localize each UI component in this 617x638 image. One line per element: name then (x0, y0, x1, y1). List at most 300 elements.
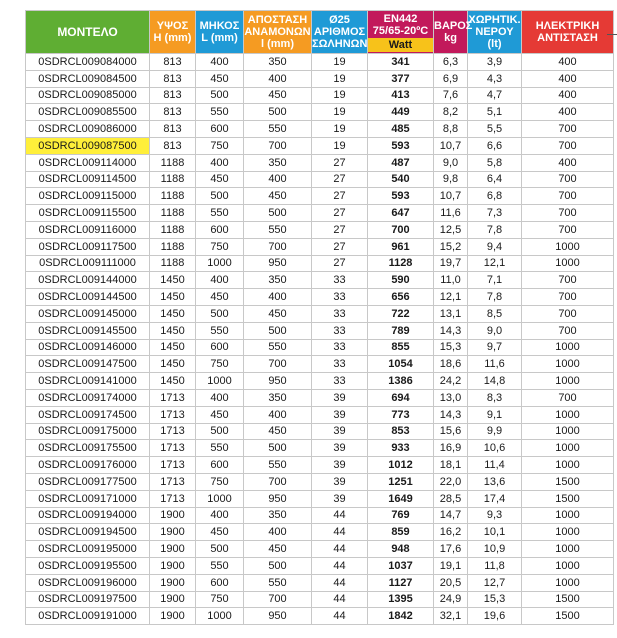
cell-heater: 1000 (522, 524, 614, 541)
table-row (26, 423, 614, 440)
cell-length: 750 (196, 473, 244, 490)
cell-spacing: 350 (244, 154, 312, 171)
cell-spacing: 450 (244, 87, 312, 104)
cell-length: 400 (196, 389, 244, 406)
cell-spacing: 450 (244, 541, 312, 558)
cell-model: 0SDRCL009084000 (26, 54, 150, 71)
cell-model: 0SDRCL009087500 (26, 137, 150, 154)
edge-line (607, 34, 617, 35)
cell-model: 0SDRCL009115000 (26, 188, 150, 205)
cell-length: 400 (196, 507, 244, 524)
cell-heater: 1000 (522, 356, 614, 373)
table-row (26, 154, 614, 171)
cell-model: 0SDRCL009174500 (26, 406, 150, 423)
cell-weight: 28,5 (434, 490, 468, 507)
cell-watt: 855 (368, 339, 434, 356)
cell-watt: 590 (368, 272, 434, 289)
cell-height: 813 (150, 121, 196, 138)
cell-heater: 1000 (522, 238, 614, 255)
cell-height: 1450 (150, 289, 196, 306)
cell-weight: 8,8 (434, 121, 468, 138)
cell-weight: 6,9 (434, 70, 468, 87)
cell-heater: 700 (522, 221, 614, 238)
cell-length: 600 (196, 121, 244, 138)
cell-heater: 1000 (522, 541, 614, 558)
cell-model: 0SDRCL009175500 (26, 440, 150, 457)
table-row (26, 272, 614, 289)
cell-spacing: 400 (244, 171, 312, 188)
cell-height: 1188 (150, 221, 196, 238)
cell-tubes: 19 (312, 137, 368, 154)
cell-tubes: 33 (312, 356, 368, 373)
cell-tubes: 44 (312, 507, 368, 524)
table-row (26, 54, 614, 71)
cell-height: 1900 (150, 524, 196, 541)
cell-tubes: 39 (312, 423, 368, 440)
cell-length: 500 (196, 87, 244, 104)
cell-spacing: 450 (244, 305, 312, 322)
cell-watt: 413 (368, 87, 434, 104)
cell-watt: 1395 (368, 591, 434, 608)
cell-length: 750 (196, 591, 244, 608)
cell-tubes: 44 (312, 524, 368, 541)
cell-model: 0SDRCL009177500 (26, 473, 150, 490)
cell-water: 9,3 (468, 507, 522, 524)
table-row (26, 255, 614, 272)
cell-weight: 19,1 (434, 557, 468, 574)
cell-heater: 400 (522, 70, 614, 87)
cell-length: 500 (196, 188, 244, 205)
cell-model: 0SDRCL009145500 (26, 322, 150, 339)
table-row (26, 322, 614, 339)
cell-model: 0SDRCL009085500 (26, 104, 150, 121)
cell-weight: 15,6 (434, 423, 468, 440)
cell-height: 1450 (150, 373, 196, 390)
cell-heater: 1000 (522, 574, 614, 591)
cell-tubes: 33 (312, 322, 368, 339)
cell-spacing: 450 (244, 188, 312, 205)
cell-tubes: 44 (312, 574, 368, 591)
cell-length: 600 (196, 339, 244, 356)
cell-length: 550 (196, 205, 244, 222)
table-row (26, 188, 614, 205)
cell-length: 450 (196, 524, 244, 541)
cell-water: 17,4 (468, 490, 522, 507)
table-row (26, 305, 614, 322)
cell-watt: 859 (368, 524, 434, 541)
cell-tubes: 33 (312, 305, 368, 322)
cell-spacing: 700 (244, 137, 312, 154)
cell-watt: 948 (368, 541, 434, 558)
cell-tubes: 33 (312, 339, 368, 356)
cell-length: 600 (196, 221, 244, 238)
table-row (26, 490, 614, 507)
table-row (26, 104, 614, 121)
cell-weight: 14,3 (434, 406, 468, 423)
cell-length: 550 (196, 440, 244, 457)
cell-water: 9,0 (468, 322, 522, 339)
header-model: ΜΟΝΤΕΛΟ (26, 11, 150, 54)
cell-height: 1188 (150, 154, 196, 171)
cell-tubes: 27 (312, 171, 368, 188)
cell-weight: 24,2 (434, 373, 468, 390)
cell-height: 1713 (150, 406, 196, 423)
cell-model: 0SDRCL009084500 (26, 70, 150, 87)
cell-water: 9,1 (468, 406, 522, 423)
cell-height: 1188 (150, 238, 196, 255)
cell-heater: 1000 (522, 373, 614, 390)
cell-height: 813 (150, 104, 196, 121)
cell-model: 0SDRCL009195000 (26, 541, 150, 558)
cell-length: 1000 (196, 490, 244, 507)
cell-heater: 1000 (522, 440, 614, 457)
cell-height: 1900 (150, 574, 196, 591)
cell-spacing: 350 (244, 54, 312, 71)
cell-height: 1188 (150, 205, 196, 222)
cell-height: 813 (150, 70, 196, 87)
table-row (26, 591, 614, 608)
cell-watt: 1386 (368, 373, 434, 390)
cell-water: 6,8 (468, 188, 522, 205)
cell-tubes: 19 (312, 121, 368, 138)
cell-height: 1713 (150, 457, 196, 474)
cell-water: 7,8 (468, 289, 522, 306)
cell-weight: 15,3 (434, 339, 468, 356)
cell-weight: 15,2 (434, 238, 468, 255)
cell-heater: 1000 (522, 457, 614, 474)
cell-length: 400 (196, 272, 244, 289)
cell-tubes: 27 (312, 238, 368, 255)
cell-height: 1450 (150, 305, 196, 322)
table-row (26, 289, 614, 306)
cell-watt: 540 (368, 171, 434, 188)
cell-heater: 700 (522, 272, 614, 289)
cell-spacing: 550 (244, 339, 312, 356)
cell-heater: 1500 (522, 490, 614, 507)
cell-weight: 9,8 (434, 171, 468, 188)
cell-model: 0SDRCL009175000 (26, 423, 150, 440)
cell-heater: 700 (522, 121, 614, 138)
header-output: EN442 75/65-20ºC Watt (368, 11, 434, 54)
cell-model: 0SDRCL009147500 (26, 356, 150, 373)
table-row (26, 238, 614, 255)
cell-model: 0SDRCL009114500 (26, 171, 150, 188)
cell-weight: 11,6 (434, 205, 468, 222)
cell-length: 750 (196, 238, 244, 255)
cell-length: 450 (196, 406, 244, 423)
cell-water: 12,1 (468, 255, 522, 272)
table-row (26, 205, 614, 222)
cell-height: 1900 (150, 507, 196, 524)
cell-watt: 1012 (368, 457, 434, 474)
cell-spacing: 700 (244, 591, 312, 608)
cell-water: 11,8 (468, 557, 522, 574)
table-row (26, 507, 614, 524)
cell-watt: 1037 (368, 557, 434, 574)
cell-height: 1450 (150, 272, 196, 289)
cell-weight: 18,1 (434, 457, 468, 474)
cell-tubes: 44 (312, 608, 368, 625)
table-row (26, 356, 614, 373)
cell-water: 14,8 (468, 373, 522, 390)
header-tubes: Ø25 ΑΡΙΘΜΟΣ ΣΩΛΗΝΩΝ (312, 11, 368, 54)
cell-watt: 769 (368, 507, 434, 524)
cell-weight: 16,2 (434, 524, 468, 541)
cell-height: 1713 (150, 440, 196, 457)
cell-watt: 722 (368, 305, 434, 322)
cell-length: 1000 (196, 373, 244, 390)
cell-height: 1713 (150, 389, 196, 406)
cell-weight: 7,6 (434, 87, 468, 104)
cell-tubes: 27 (312, 154, 368, 171)
cell-watt: 593 (368, 188, 434, 205)
header-spacing: ΑΠΟΣΤΑΣΗ ΑΝΑΜΟΝΩΝ l (mm) (244, 11, 312, 54)
cell-spacing: 700 (244, 238, 312, 255)
cell-spacing: 350 (244, 389, 312, 406)
cell-spacing: 500 (244, 104, 312, 121)
cell-height: 813 (150, 87, 196, 104)
cell-tubes: 19 (312, 70, 368, 87)
cell-weight: 13,1 (434, 305, 468, 322)
cell-spacing: 500 (244, 557, 312, 574)
cell-watt: 341 (368, 54, 434, 71)
cell-water: 9,4 (468, 238, 522, 255)
table-row (26, 171, 614, 188)
cell-watt: 377 (368, 70, 434, 87)
cell-length: 450 (196, 70, 244, 87)
radiator-spec-table (25, 10, 614, 625)
cell-heater: 1500 (522, 473, 614, 490)
cell-weight: 18,6 (434, 356, 468, 373)
cell-watt: 647 (368, 205, 434, 222)
cell-weight: 13,0 (434, 389, 468, 406)
cell-spacing: 400 (244, 70, 312, 87)
cell-heater: 400 (522, 87, 614, 104)
cell-weight: 32,1 (434, 608, 468, 625)
cell-watt: 961 (368, 238, 434, 255)
cell-water: 10,6 (468, 440, 522, 457)
cell-weight: 10,7 (434, 188, 468, 205)
cell-spacing: 350 (244, 507, 312, 524)
cell-water: 9,9 (468, 423, 522, 440)
table-row (26, 608, 614, 625)
cell-tubes: 44 (312, 541, 368, 558)
cell-water: 5,8 (468, 154, 522, 171)
cell-tubes: 39 (312, 457, 368, 474)
cell-height: 1900 (150, 591, 196, 608)
cell-height: 813 (150, 54, 196, 71)
table-row (26, 557, 614, 574)
cell-heater: 700 (522, 322, 614, 339)
table-row (26, 339, 614, 356)
cell-tubes: 33 (312, 272, 368, 289)
table-row (26, 524, 614, 541)
cell-spacing: 350 (244, 272, 312, 289)
cell-height: 1713 (150, 473, 196, 490)
cell-water: 5,5 (468, 121, 522, 138)
table-row (26, 541, 614, 558)
cell-model: 0SDRCL009111000 (26, 255, 150, 272)
cell-model: 0SDRCL009144500 (26, 289, 150, 306)
cell-heater: 1000 (522, 557, 614, 574)
cell-weight: 12,1 (434, 289, 468, 306)
cell-water: 8,5 (468, 305, 522, 322)
cell-water: 7,8 (468, 221, 522, 238)
cell-height: 1900 (150, 608, 196, 625)
cell-tubes: 19 (312, 104, 368, 121)
cell-spacing: 950 (244, 373, 312, 390)
cell-length: 1000 (196, 255, 244, 272)
cell-model: 0SDRCL009171000 (26, 490, 150, 507)
cell-model: 0SDRCL009196000 (26, 574, 150, 591)
cell-water: 12,7 (468, 574, 522, 591)
cell-height: 1900 (150, 557, 196, 574)
cell-model: 0SDRCL009197500 (26, 591, 150, 608)
cell-model: 0SDRCL009176000 (26, 457, 150, 474)
cell-watt: 1649 (368, 490, 434, 507)
cell-spacing: 400 (244, 524, 312, 541)
cell-length: 750 (196, 356, 244, 373)
cell-height: 1188 (150, 188, 196, 205)
cell-water: 9,7 (468, 339, 522, 356)
cell-weight: 16,9 (434, 440, 468, 457)
cell-water: 10,9 (468, 541, 522, 558)
cell-spacing: 400 (244, 289, 312, 306)
header-row (26, 11, 614, 54)
cell-height: 1450 (150, 356, 196, 373)
cell-length: 500 (196, 305, 244, 322)
cell-weight: 6,3 (434, 54, 468, 71)
cell-watt: 656 (368, 289, 434, 306)
cell-tubes: 27 (312, 188, 368, 205)
cell-weight: 20,5 (434, 574, 468, 591)
cell-water: 8,3 (468, 389, 522, 406)
table-row (26, 457, 614, 474)
table-row (26, 70, 614, 87)
cell-weight: 24,9 (434, 591, 468, 608)
cell-height: 813 (150, 137, 196, 154)
cell-height: 1450 (150, 322, 196, 339)
table-row (26, 221, 614, 238)
cell-heater: 700 (522, 137, 614, 154)
cell-height: 1450 (150, 339, 196, 356)
cell-heater: 1000 (522, 255, 614, 272)
cell-tubes: 19 (312, 87, 368, 104)
header-output-unit: Watt (367, 38, 434, 52)
cell-spacing: 700 (244, 473, 312, 490)
cell-heater: 400 (522, 54, 614, 71)
cell-length: 500 (196, 423, 244, 440)
cell-water: 13,6 (468, 473, 522, 490)
cell-weight: 11,0 (434, 272, 468, 289)
cell-height: 1188 (150, 255, 196, 272)
cell-tubes: 27 (312, 221, 368, 238)
cell-weight: 10,7 (434, 137, 468, 154)
cell-tubes: 39 (312, 473, 368, 490)
cell-watt: 1054 (368, 356, 434, 373)
cell-spacing: 550 (244, 121, 312, 138)
cell-model: 0SDRCL009085000 (26, 87, 150, 104)
cell-water: 4,7 (468, 87, 522, 104)
cell-watt: 487 (368, 154, 434, 171)
cell-watt: 1128 (368, 255, 434, 272)
cell-heater: 700 (522, 305, 614, 322)
cell-spacing: 500 (244, 205, 312, 222)
cell-model: 0SDRCL009144000 (26, 272, 150, 289)
cell-model: 0SDRCL009195500 (26, 557, 150, 574)
cell-length: 450 (196, 289, 244, 306)
cell-water: 15,3 (468, 591, 522, 608)
cell-length: 400 (196, 154, 244, 171)
cell-length: 550 (196, 557, 244, 574)
cell-weight: 12,5 (434, 221, 468, 238)
cell-weight: 14,7 (434, 507, 468, 524)
cell-length: 400 (196, 54, 244, 71)
cell-model: 0SDRCL009115500 (26, 205, 150, 222)
cell-watt: 1127 (368, 574, 434, 591)
cell-tubes: 39 (312, 406, 368, 423)
cell-model: 0SDRCL009117500 (26, 238, 150, 255)
cell-heater: 1500 (522, 591, 614, 608)
cell-heater: 1500 (522, 608, 614, 625)
cell-watt: 449 (368, 104, 434, 121)
cell-heater: 400 (522, 104, 614, 121)
cell-model: 0SDRCL009194000 (26, 507, 150, 524)
cell-spacing: 450 (244, 423, 312, 440)
cell-weight: 9,0 (434, 154, 468, 171)
cell-tubes: 19 (312, 54, 368, 71)
header-heater: ΗΛΕΚΤΡΙΚΗ ΑΝΤΙΣΤΑΣΗ (522, 11, 614, 54)
cell-height: 1900 (150, 541, 196, 558)
header-weight: ΒΑΡΟΣ kg (434, 11, 468, 54)
header-length: ΜΗΚΟΣ L (mm) (196, 11, 244, 54)
cell-spacing: 550 (244, 221, 312, 238)
cell-water: 7,1 (468, 272, 522, 289)
cell-tubes: 39 (312, 490, 368, 507)
cell-spacing: 950 (244, 490, 312, 507)
cell-watt: 1251 (368, 473, 434, 490)
cell-water: 5,1 (468, 104, 522, 121)
table-row (26, 121, 614, 138)
cell-length: 600 (196, 574, 244, 591)
cell-model: 0SDRCL009086000 (26, 121, 150, 138)
cell-watt: 773 (368, 406, 434, 423)
cell-heater: 700 (522, 205, 614, 222)
header-height: ΥΨΟΣ H (mm) (150, 11, 196, 54)
cell-heater: 700 (522, 188, 614, 205)
cell-heater: 700 (522, 171, 614, 188)
cell-heater: 1000 (522, 406, 614, 423)
cell-weight: 8,2 (434, 104, 468, 121)
cell-weight: 14,3 (434, 322, 468, 339)
table-row (26, 389, 614, 406)
cell-length: 550 (196, 104, 244, 121)
cell-watt: 1842 (368, 608, 434, 625)
cell-weight: 17,6 (434, 541, 468, 558)
cell-length: 600 (196, 457, 244, 474)
cell-tubes: 27 (312, 205, 368, 222)
cell-height: 1713 (150, 423, 196, 440)
cell-spacing: 550 (244, 457, 312, 474)
cell-water: 3,9 (468, 54, 522, 71)
cell-tubes: 44 (312, 557, 368, 574)
table-row (26, 473, 614, 490)
cell-model: 0SDRCL009174000 (26, 389, 150, 406)
cell-watt: 700 (368, 221, 434, 238)
table-row (26, 373, 614, 390)
table-row (26, 406, 614, 423)
header-water: ΧΩΡΗΤΙΚ. ΝΕΡΟΥ (lt) (468, 11, 522, 54)
